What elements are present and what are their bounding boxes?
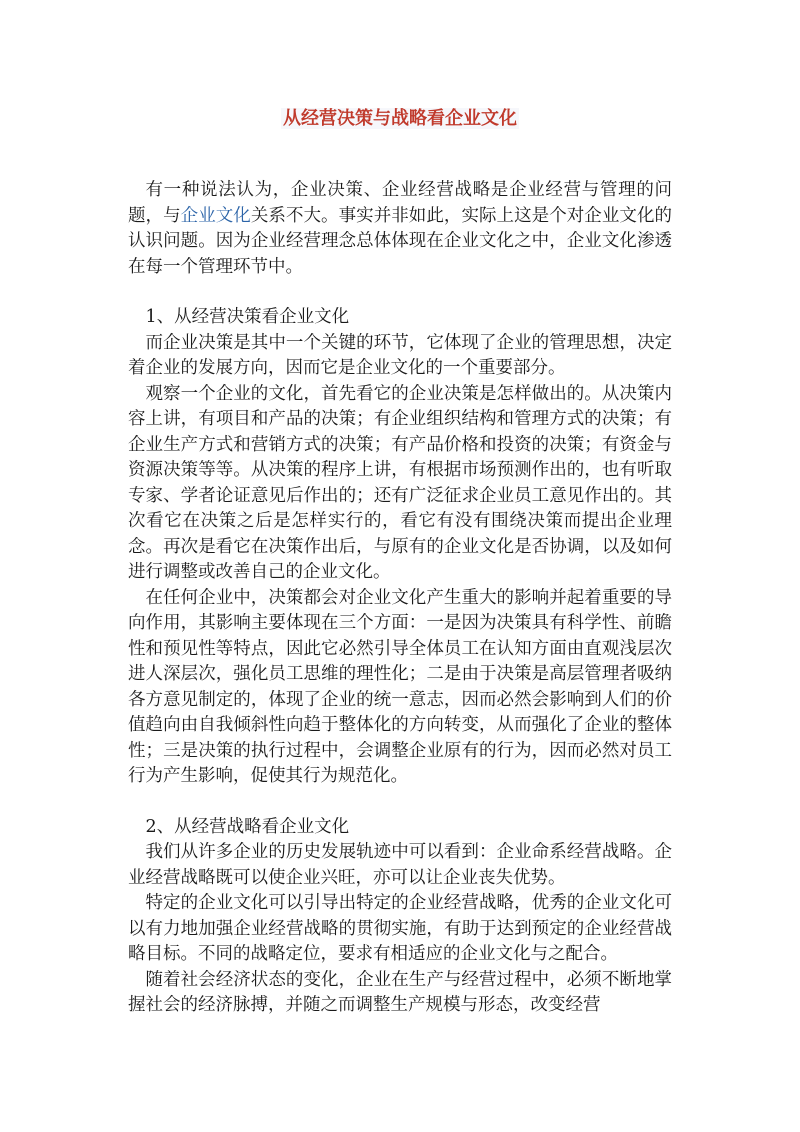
document-title bbox=[128, 102, 672, 136]
section1-paragraph-1: 而企业决策是其中一个关键的环节，它体现了企业的管理思想，决定着企业的发展方向，因而它是企业文化的一个重要部分。 bbox=[128, 332, 672, 378]
section2-paragraph-2: 特定的企业文化可以引导出特定的企业经营战略，优秀的企业文化可以有力地加强企业经营战略的贯彻实施，有助于达到预定的企业经营战略目标。不同的战略定位，要求有相适应的企业文化与之配合。 bbox=[128, 893, 672, 964]
section2-heading: 2、从经营战略看企业文化 bbox=[145, 816, 350, 837]
intro-text-1: 有一种说法认为，企业决策、企业经营战略是企业经营与管理的问题，与 bbox=[128, 180, 672, 226]
corporate-culture-link[interactable]: 企业文化 bbox=[180, 205, 251, 226]
section1-heading: 1、从经营决策看企业文化 bbox=[145, 307, 350, 327]
document-title-text: 从经营决策与战略看企业文化 bbox=[283, 108, 517, 129]
section2-paragraph-1: 我们从许多企业的历史发展轨迹中可以看到：企业命系经营战略。企业经营战略既可以使企业兴旺，亦可以让企业丧失优势。 bbox=[128, 842, 672, 888]
section1-paragraph-2: 观察一个企业的文化，首先看它的企业决策是怎样做出的。从决策内容上讲，有项目和产品的决策；有企业组织结构和管理方式的决策；有企业生产方式和营销方式的决策；有产品价格和投资的决策；有资金与资源决策等等。从决策的程序上讲，有根据市场预测作出的，也有听取专家、学者论证意见后作出的；还有广泛征求企业员工意见作出的。其次看它在决策之后是怎样实行的，看它有没有围绕决策而提出企业理念。再次是看它在决策作出后，与原有的企业文化是否协调，以及如何进行调整或改善自己的企业文化。 bbox=[128, 383, 672, 582]
section2-paragraph-3: 随着社会经济状态的变化，企业在生产与经营过程中，必须不断地掌握社会的经济脉搏，并随之而调整生产规模与形态，改变经营 bbox=[128, 969, 672, 1015]
intro-paragraph bbox=[128, 178, 672, 280]
section1-paragraph-3: 在任何企业中，决策都会对企业文化产生重大的影响并起着重要的导向作用，其影响主要体现在三个方面：一是因为决策具有科学性、前瞻性和预见性等特点，因此它必然引导全体员工在认知方面由直观浅层次进人深层次，强化员工思维的理性化；二是由于决策是高层管理者吸纳各方意见制定的，体现了企业的统一意志，因而必然会影响到人们的价值趋向由自我倾斜性向趋于整体化的方向转变，从而强化了企业的整体性；三是决策的执行过程中，会调整企业原有的行为，因而必然对员工行为产生影响，促使其行为规范化。 bbox=[128, 587, 672, 786]
intro-text-2: 关系不大。事实并非如此，实际上这是个对企业文化的认识问题。因为企业经营理念总体体现在企业文化之中，企业文化渗透在每一个管理环节中。 bbox=[128, 205, 673, 277]
